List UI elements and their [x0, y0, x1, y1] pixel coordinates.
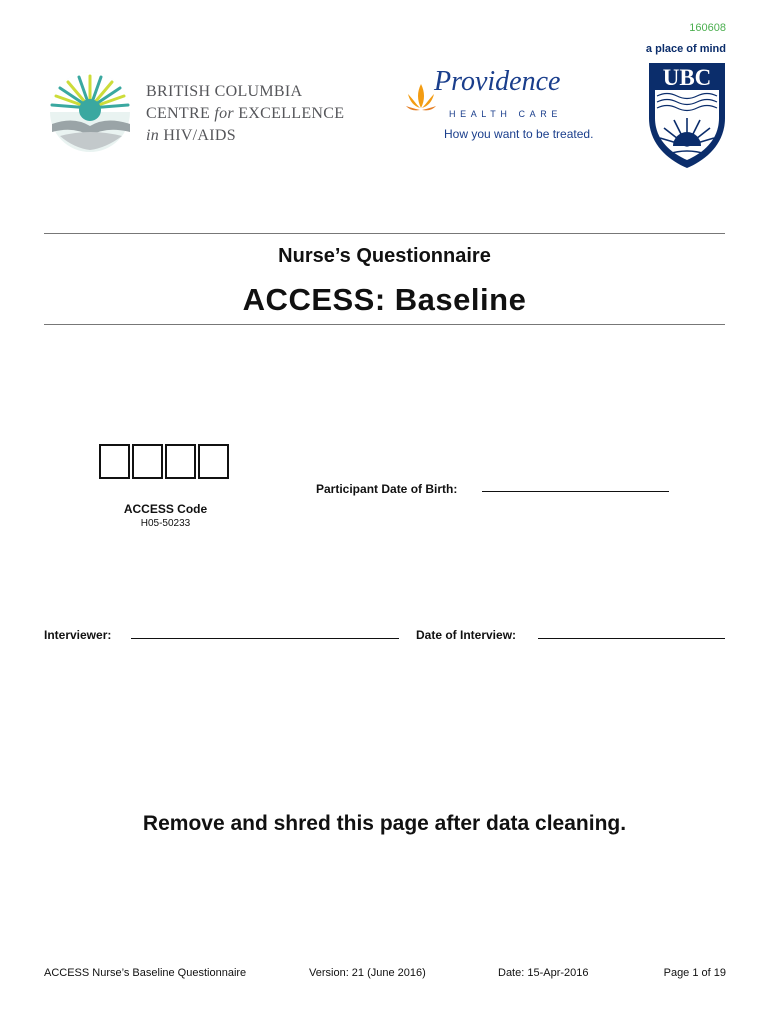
ubc-mark: UBC — [662, 65, 712, 90]
access-code-boxes — [99, 444, 229, 479]
access-code-box[interactable] — [198, 444, 229, 479]
footer-version: Version: 21 (June 2016) — [309, 967, 426, 979]
access-code-box[interactable] — [132, 444, 163, 479]
bccfe-line-3: in HIV/AIDS — [146, 127, 236, 144]
footer-title: ACCESS Nurse’s Baseline Questionnaire — [44, 967, 247, 979]
bccfe-line-2: CENTRE for EXCELLENCE — [146, 105, 345, 122]
ubc-tagline: a place of mind — [645, 43, 726, 55]
access-code-label: ACCESS Code — [123, 502, 208, 516]
providence-wordmark: Providence — [434, 66, 561, 97]
document-title: ACCESS: Baseline — [242, 282, 527, 317]
bccfe-line-1: BRITISH COLUMBIA — [146, 83, 303, 100]
providence-flame-icon — [404, 82, 438, 112]
document-subtitle: Nurse’s Questionnaire — [278, 245, 491, 267]
bccfe-logo — [44, 70, 140, 154]
footer-page-number: Page 1 of 19 — [663, 967, 726, 979]
bccfe-wordmark — [146, 81, 344, 147]
providence-tagline: How you want to be treated. — [444, 127, 594, 141]
dob-field[interactable] — [482, 491, 669, 492]
interview-date-label: Date of Interview: — [416, 628, 517, 642]
footer-date: Date: 15-Apr-2016 — [498, 967, 589, 979]
title-rule-top — [44, 233, 725, 234]
dob-label: Participant Date of Birth: — [316, 482, 458, 496]
interviewer-field[interactable] — [131, 638, 399, 639]
providence-subtitle: HEALTH CARE — [449, 109, 562, 119]
access-code-box[interactable] — [99, 444, 130, 479]
interviewer-label: Interviewer: — [44, 628, 112, 642]
access-code-value: H05-50233 — [140, 518, 191, 529]
title-rule-bottom — [44, 324, 725, 325]
shred-notice: Remove and shred this page after data cleaning. — [142, 812, 627, 835]
access-code-box[interactable] — [165, 444, 196, 479]
interview-date-field[interactable] — [538, 638, 725, 639]
ubc-crest-logo — [646, 60, 728, 170]
document-id: 160608 — [689, 22, 726, 34]
